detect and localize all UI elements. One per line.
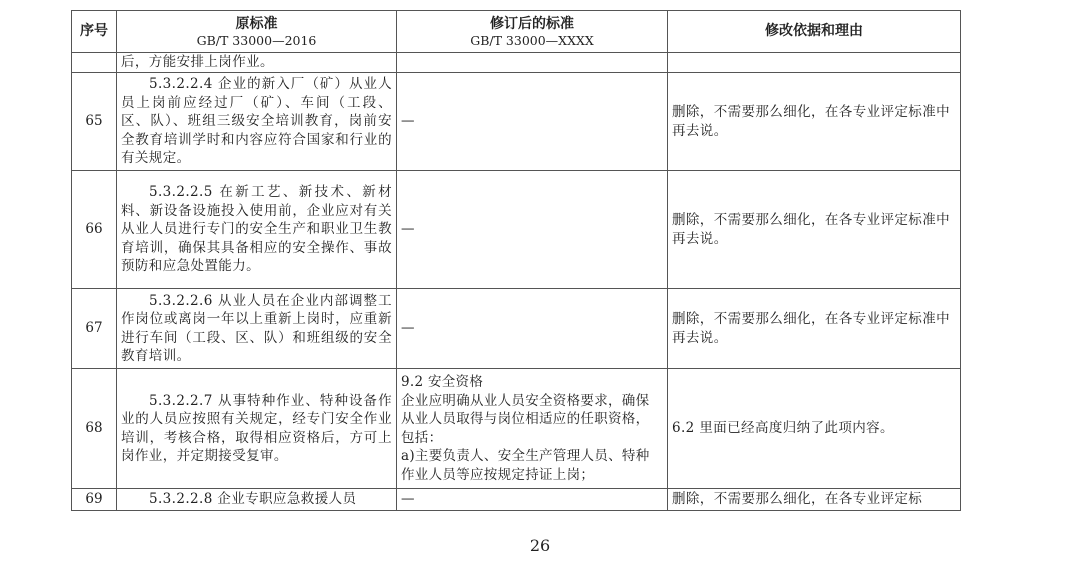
header-original-standard <box>117 11 397 53</box>
row-number: 67 <box>72 289 117 369</box>
reason-text: 删除，不需要那么细化，在各专业评定标准中再去说。 <box>668 289 961 369</box>
revised-text: — <box>397 73 668 171</box>
table-row <box>72 53 961 73</box>
table-row <box>72 171 961 289</box>
original-text-content: 5.3.2.2.6 从业人员在企业内部调整工作岗位或离岗一年以上重新上岗时，应重新进行车间（工段、区、队）和班组级的安全教育培训。 <box>121 292 392 364</box>
original-text-content: 5.3.2.2.7 从事特种作业、特种设备作业的人员应按照有关规定，经专门安全作业培训，考核合格，取得相应资格后，方可上岗作业，并定期接受复审。 <box>121 392 392 464</box>
original-text-content: 5.3.2.2.8 企业专职应急救援人员 <box>149 491 357 508</box>
header-original-title: 原标准 <box>235 15 278 32</box>
original-text <box>117 73 397 171</box>
original-text-content: 5.3.2.2.5 在新工艺、新技术、新材料、新设备设施投入使用前，企业应对有关从业人员进行专门的安全生产和职业卫生教育培训，确保其具备相应的安全操作、事故预防和应急处置能力。 <box>121 184 392 275</box>
revised-line: 9.2 安全资格 <box>401 374 484 390</box>
original-text <box>117 489 397 511</box>
header-revised-title: 修订后的标准 <box>490 15 574 32</box>
row-number: 68 <box>72 369 117 489</box>
table-row <box>72 289 961 369</box>
reason-text: 删除，不需要那么细化，在各专业评定标 <box>668 489 961 511</box>
table-row <box>72 73 961 171</box>
reason-text: 删除，不需要那么细化，在各专业评定标准中再去说。 <box>668 171 961 289</box>
table-header-row <box>72 11 961 53</box>
row-number: 69 <box>72 489 117 511</box>
reason-text <box>668 53 961 73</box>
reason-text: 删除，不需要那么细化，在各专业评定标准中再去说。 <box>668 73 961 171</box>
header-revised-code: GB/T 33000—XXXX <box>470 32 594 48</box>
original-text-content: 5.3.2.2.4 企业的新入厂（矿）从业人员上岗前应经过厂（矿）、车间（工段、区、队）、班组三级安全培训教育，岗前安全教育培训学时和内容应符合国家和行业的有关规定。 <box>121 76 392 167</box>
revised-line: a)主要负责人、安全生产管理人员、特种作业人员等应按规定持证上岗； <box>401 448 650 483</box>
header-serial-no: 序号 <box>72 11 117 53</box>
page-number: 26 <box>529 536 551 555</box>
revision-table <box>71 10 961 511</box>
original-text <box>117 289 397 369</box>
row-number: 65 <box>72 73 117 171</box>
revised-text: — <box>397 289 668 369</box>
reason-text: 6.2 里面已经高度归纳了此项内容。 <box>668 369 961 489</box>
header-revised-standard <box>397 11 668 53</box>
revised-text: — <box>397 489 668 511</box>
revised-text: — <box>397 171 668 289</box>
original-text <box>117 369 397 489</box>
row-number: 66 <box>72 171 117 289</box>
revised-text <box>397 53 668 73</box>
header-reason: 修改依据和理由 <box>668 11 961 53</box>
revised-line: 企业应明确从业人员安全资格要求，确保从业人员取得与岗位相适应的任职资格，包括： <box>401 392 650 446</box>
original-text <box>117 171 397 289</box>
original-text: 后，方能安排上岗作业。 <box>117 53 397 73</box>
revised-text <box>397 369 668 489</box>
row-number <box>72 53 117 73</box>
header-original-code: GB/T 33000—2016 <box>196 32 317 48</box>
table-row <box>72 369 961 489</box>
table-row <box>72 489 961 511</box>
